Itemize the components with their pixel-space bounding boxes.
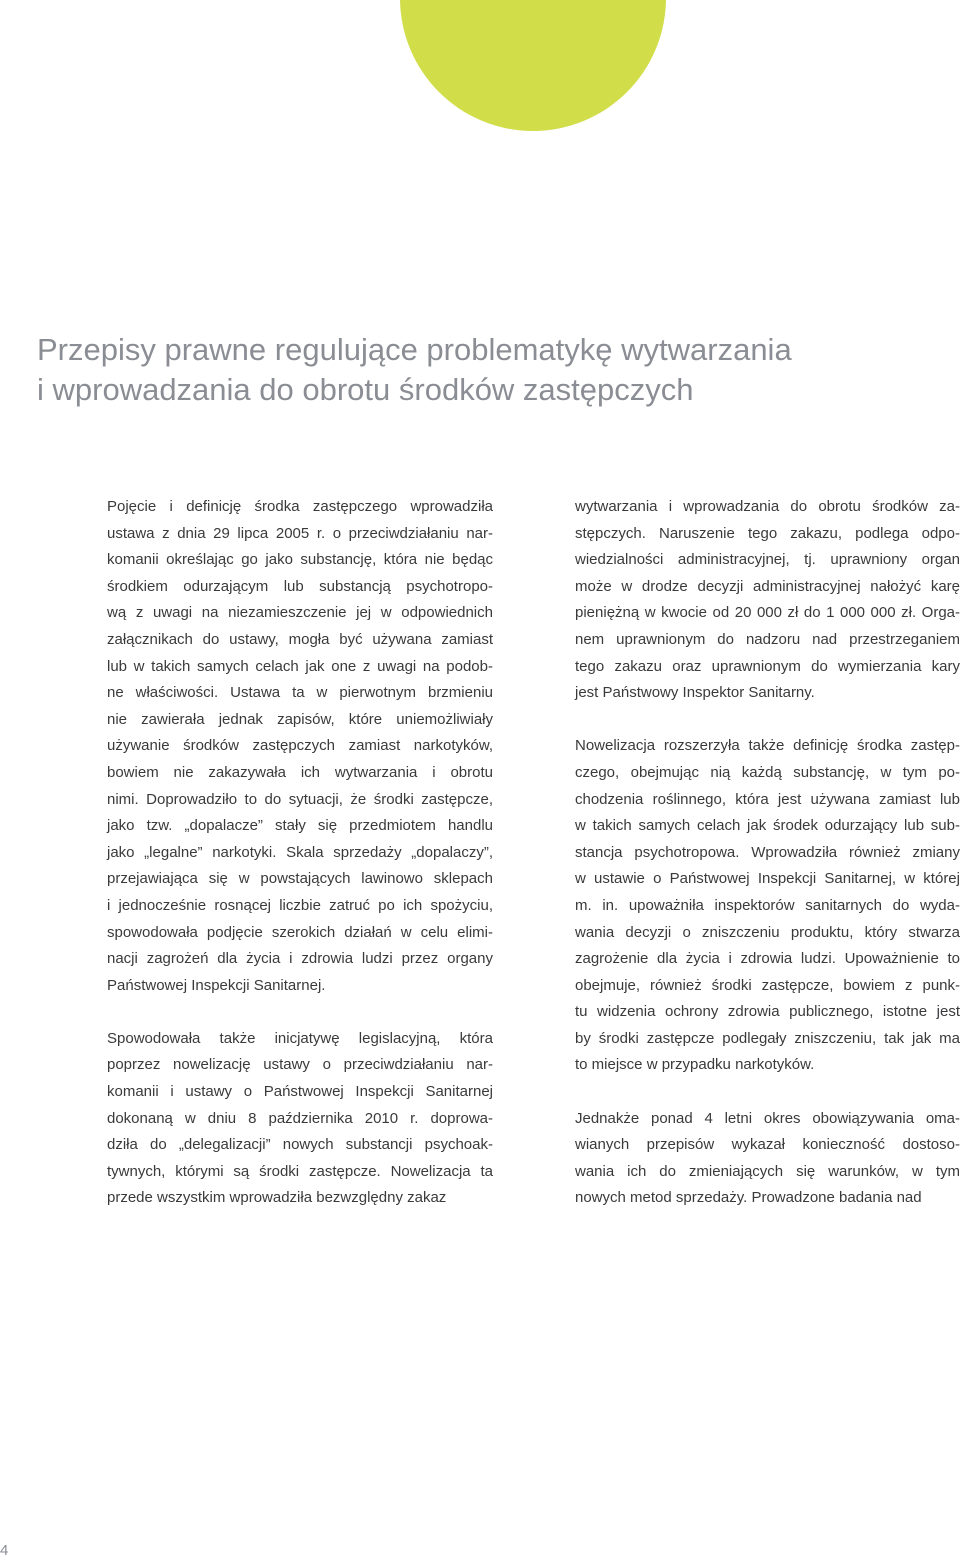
page-title-line-2: i wprowadzania do obrotu środków zastępczych [37,372,694,407]
text-line: pieniężną w kwocie od 20 000 zł do 1 000 000 zł. Orga- [575,604,960,622]
text-line: nowych metod sprzedaży. Prowadzone badania nad [575,1189,922,1207]
paragraph [575,494,960,707]
text-line: bowiem nie zakazywała ich wytwarzania i obrotu [107,763,493,781]
text-line: ne właściwości. Ustawa ta w pierwotnym brzmieniu [107,684,493,702]
text-line: załącznikach do ustawy, mogła być używana zamiast [107,630,493,648]
text-line: ustawa z dnia 29 lipca 2005 r. o przeciwdziałaniu nar- [107,524,493,542]
paragraph [107,1026,493,1212]
text-line: zagrożenie dla życia i zdrowia ludzi. Upoważnienie to [575,950,960,968]
text-line: chodzenia roślinnego, która jest używana zamiast lub [575,790,960,808]
text-line: jako tzw. „dopalacze” stały się przedmiotem handlu [107,817,493,835]
text-line: komanii i ustawy o Państwowej Inspekcji Sanitarnej [107,1083,493,1101]
text-line: może w drodze decyzji administracyjnej nałożyć karę [575,577,960,595]
text-line: wania ich do zmieniających się warunków, w tym [575,1162,960,1180]
text-line: środkiem odurzającym lub substancją psychotropo- [107,577,493,595]
text-line: poprzez nowelizację ustawy o przeciwdziałaniu nar- [107,1056,493,1074]
text-line: wania decyzji o zniszczeniu produktu, który stwarza [575,923,960,941]
text-line: nimi. Doprowadziło to do sytuacji, że środki zastępcze, [107,790,493,808]
page-title [37,330,937,410]
decorative-circle [400,0,666,131]
text-line: dziła do „delegalizacji” nowych substancji psychoak- [107,1136,493,1154]
text-line: używanie środków zastępczych zamiast narkotyków, [107,737,493,755]
text-line: nie zawierała jednak zapisów, które uniemożliwiały [107,710,493,728]
text-line: komanii określając go jako substancję, która nie będąc [107,551,493,569]
text-line: to miejsce w przypadku narkotyków. [575,1056,815,1074]
text-line: stępczych. Naruszenie tego zakazu, podlega odpo- [575,524,960,542]
text-line: dokonaną w dniu 8 października 2010 r. doprowa- [107,1109,493,1127]
text-line: Jednakże ponad 4 letni okres obowiązywania oma- [575,1109,960,1127]
text-line: nacji zagrożeń dla życia i zdrowia ludzi przez organy [107,950,493,968]
text-line: Państwowej Inspekcji Sanitarnej. [107,976,326,994]
text-line: stancja psychotropowa. Wprowadziła również zmiany [575,843,960,861]
text-line: jako „legalne” narkotyki. Skala sprzedaży „dopalaczy”, [107,843,493,861]
text-line: m. in. upoważniła inspektorów sanitarnych do wyda- [575,896,960,914]
paragraph [575,1106,960,1212]
right-text-column [575,494,960,1239]
paragraph [575,733,960,1079]
text-line: w takich samych celach jak środek odurzający lub sub- [575,817,960,835]
text-line: tego zakazu oraz uprawnionym do wymierzania kary [575,657,960,675]
text-line: jest Państwowy Inspektor Sanitarny. [575,684,815,702]
text-line: wą z uwagi na niezamieszczenie jej w odpowiednich [107,604,493,622]
text-line: Spowodowała także inicjatywę legislacyjną, która [107,1029,493,1047]
text-line: Pojęcie i definicję środka zastępczego wprowadziła [107,498,493,515]
text-line: wianych przepisów wykazał konieczność dostoso- [575,1136,960,1154]
page-number: 4 [0,1542,9,1559]
text-line: spowodowała podjęcie szerokich działań w celu elimi- [107,923,493,941]
text-line: by środki zastępcze podlegały zniszczeniu, tak jak ma [575,1029,960,1047]
text-line: obejmuje, również środki zastępcze, bowiem z punk- [575,976,960,994]
text-line: czego, obejmując nią każdą substancję, w tym po- [575,763,960,781]
left-text-column [107,494,493,1239]
text-line: nem uprawnionym do nadzoru nad przestrzeganiem [575,630,960,648]
text-line: tu widzenia ochrony zdrowia publicznego, istotne jest [575,1003,960,1021]
text-line: lub w takich samych celach jak one z uwagi na podob- [107,657,493,675]
text-line: Nowelizacja rozszerzyła także definicję środka zastęp- [575,737,960,755]
text-line: wytwarzania i wprowadzania do obrotu środków za- [575,498,960,515]
text-line: przejawiająca się w powstających lawinowo sklepach [107,870,493,888]
text-line: wiedzialności administracyjnej, tj. uprawniony organ [575,551,960,569]
text-line: przede wszystkim wprowadziła bezwzględny zakaz [107,1189,447,1207]
paragraph [107,494,493,999]
text-line: tywnych, którymi są środki zastępcze. Nowelizacja ta [107,1162,493,1180]
text-line: i jednocześnie rosnącej liczbie zatruć po ich spożyciu, [107,896,493,914]
text-line: w ustawie o Państwowej Inspekcji Sanitarnej, w której [575,870,960,888]
page-title-line-1: Przepisy prawne regulujące problematykę wytwarzania [37,332,792,367]
